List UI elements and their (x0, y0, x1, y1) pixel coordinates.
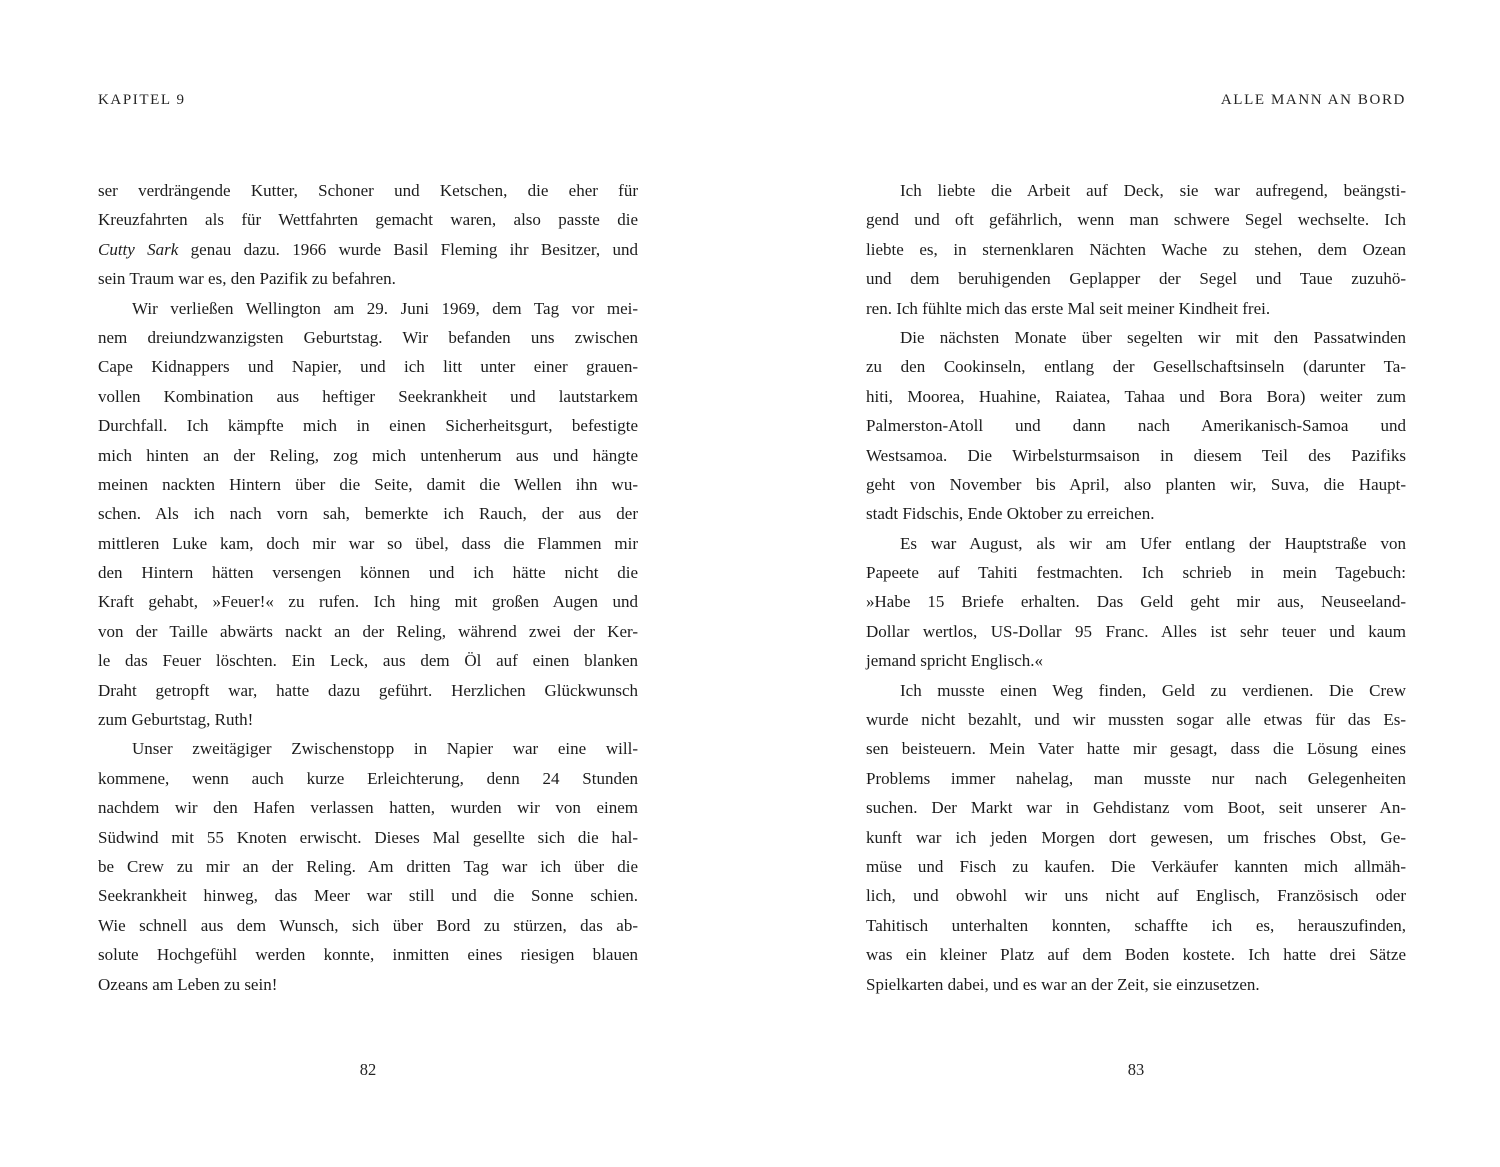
text-line: Ozeans am Leben zu sein! (98, 974, 278, 994)
text-line: liebte es, in sternenklaren Nächten Wache zu stehen, dem Ozean (866, 239, 1406, 259)
text-line: gend und oft gefährlich, wenn man schwere Segel wechselte. Ich (866, 210, 1406, 230)
text-line: Südwind mit 55 Knoten erwischt. Dieses Mal gesellte sich die hal- (98, 827, 638, 847)
text-line: Durchfall. Ich kämpfte mich in einen Sicherheitsgurt, befestigte (98, 416, 638, 436)
left-page-number: 82 (359, 1060, 377, 1079)
text-line: mich hinten an der Reling, zog mich untenherum aus und hängte (98, 445, 638, 465)
text-line: nem dreiundzwanzigsten Geburtstag. Wir befanden uns zwischen (98, 327, 638, 347)
text-line: Cutty Sark genau dazu. 1966 wurde Basil Fleming ihr Besitzer, und (98, 239, 638, 259)
running-header-title: ALLE MANN AN BORD (1220, 92, 1406, 108)
text-line: »Habe 15 Briefe erhalten. Das Geld geht mir aus, Neuseeland- (866, 592, 1406, 612)
running-header-chapter: KAPITEL 9 (98, 92, 186, 108)
text-line: Tahitisch unterhalten konnten, schaffte ich es, herauszufinden, (866, 915, 1406, 935)
text-line: Wie schnell aus dem Wunsch, sich über Bord zu stürzen, das ab- (98, 915, 638, 935)
left-page-text (98, 176, 638, 999)
text-line: vollen Kombination aus heftiger Seekrankheit und lautstarkem (98, 386, 638, 406)
text-line: Spielkarten dabei, und es war an der Zeit, sie einzusetzen. (866, 974, 1260, 994)
text-line: Cape Kidnappers und Napier, und ich litt unter einer grauen- (98, 357, 638, 377)
text-line: Problems immer nahelag, man musste nur nach Gelegenheiten (866, 768, 1406, 788)
text-line: kommene, wenn auch kurze Erleichterung, denn 24 Stunden (98, 768, 638, 788)
text-line: wurde nicht bezahlt, und wir mussten sogar alle etwas für das Es- (866, 710, 1406, 730)
italic-book-title: Cutty Sark (98, 239, 179, 259)
text-line: hiti, Moorea, Huahine, Raiatea, Tahaa und Bora Bora) weiter zum (866, 386, 1406, 406)
right-page-text (866, 176, 1406, 999)
text-line: sen beisteuern. Mein Vater hatte mir gesagt, dass die Lösung eines (866, 739, 1406, 759)
text-line: suchen. Der Markt war in Gehdistanz vom Boot, seit unserer An- (866, 798, 1406, 818)
text-line: be Crew zu mir an der Reling. Am dritten Tag war ich über die (98, 856, 638, 876)
text-line: müse und Fisch zu kaufen. Die Verkäufer kannten mich allmäh- (866, 856, 1406, 876)
text-line: geht von November bis April, also planten wir, Suva, die Haupt- (866, 474, 1406, 494)
text-line: solute Hochgefühl werden konnte, inmitten eines riesigen blauen (98, 945, 638, 965)
text-line: zum Geburtstag, Ruth! (98, 710, 254, 730)
text-line: was ein kleiner Platz auf dem Boden kostete. Ich hatte drei Sätze (866, 945, 1406, 965)
text-line: Palmerston-Atoll und dann nach Amerikanisch-Samoa und (866, 416, 1406, 436)
text-line: stadt Fidschis, Ende Oktober zu erreichen. (866, 504, 1155, 524)
text-line: nachdem wir den Hafen verlassen hatten, wurden wir von einem (98, 798, 638, 818)
text-line: zu den Cookinseln, entlang der Gesellschaftsinseln (darunter Ta- (866, 357, 1406, 377)
text-line: Wir verließen Wellington am 29. Juni 1969, dem Tag vor mei- (132, 298, 638, 318)
text-line: lich, und obwohl wir uns nicht auf Englisch, Französisch oder (866, 886, 1406, 906)
text-line: den Hintern hätten versengen können und ich hätte nicht die (98, 563, 638, 583)
text-line: ren. Ich fühlte mich das erste Mal seit meiner Kindheit frei. (866, 298, 1271, 318)
text-line: Kreuzfahrten als für Wettfahrten gemacht waren, also passte die (98, 210, 638, 230)
text-line: Dollar wertlos, US-Dollar 95 Franc. Alles ist sehr teuer und kaum (866, 621, 1406, 641)
text-line: ser verdrängende Kutter, Schoner und Ketschen, die eher für (98, 181, 638, 200)
text-line: mittleren Luke kam, doch mir war so übel, dass die Flammen mir (98, 533, 638, 553)
text-line: Westsamoa. Die Wirbelsturmsaison in diesem Teil des Pazifiks (866, 445, 1406, 465)
text-line: Ich musste einen Weg finden, Geld zu verdienen. Die Crew (900, 680, 1406, 700)
text-line: Ich liebte die Arbeit auf Deck, sie war aufregend, beängsti- (900, 181, 1406, 200)
text-line: Seekrankheit hinweg, das Meer war still und die Sonne schien. (98, 886, 638, 906)
text-line: Es war August, als wir am Ufer entlang der Hauptstraße von (900, 533, 1406, 553)
left-page (98, 0, 638, 1167)
text-line: sein Traum war es, den Pazifik zu befahren. (98, 269, 396, 289)
text-line: le das Feuer löschten. Ein Leck, aus dem Öl auf einen blanken (98, 651, 638, 671)
right-page (866, 0, 1406, 1167)
text-line: Die nächsten Monate über segelten wir mit den Passatwinden (900, 327, 1406, 347)
text-line: Kraft gehabt, »Feuer!« zu rufen. Ich hing mit großen Augen und (98, 592, 638, 612)
text-line: kunft war ich jeden Morgen dort gewesen, um frisches Obst, Ge- (866, 827, 1406, 847)
text-line: von der Taille abwärts nackt an der Reling, während zwei der Ker- (98, 621, 638, 641)
right-page-number: 83 (1127, 1060, 1145, 1079)
text-line: schen. Als ich nach vorn sah, bemerkte ich Rauch, der aus der (98, 504, 638, 524)
text-line: Papeete auf Tahiti festmachten. Ich schrieb in mein Tagebuch: (866, 563, 1406, 583)
text-line: Draht getropft war, hatte dazu geführt. Herzlichen Glückwunsch (98, 680, 638, 700)
text-line: jemand spricht Englisch.« (866, 651, 1044, 671)
text-line: Unser zweitägiger Zwischenstopp in Napier war eine will- (132, 739, 638, 759)
text-line: meinen nackten Hintern über die Seite, damit die Wellen ihn wu- (98, 474, 638, 494)
text-line: und dem beruhigenden Geplapper der Segel und Taue zuzuhö- (866, 269, 1406, 289)
